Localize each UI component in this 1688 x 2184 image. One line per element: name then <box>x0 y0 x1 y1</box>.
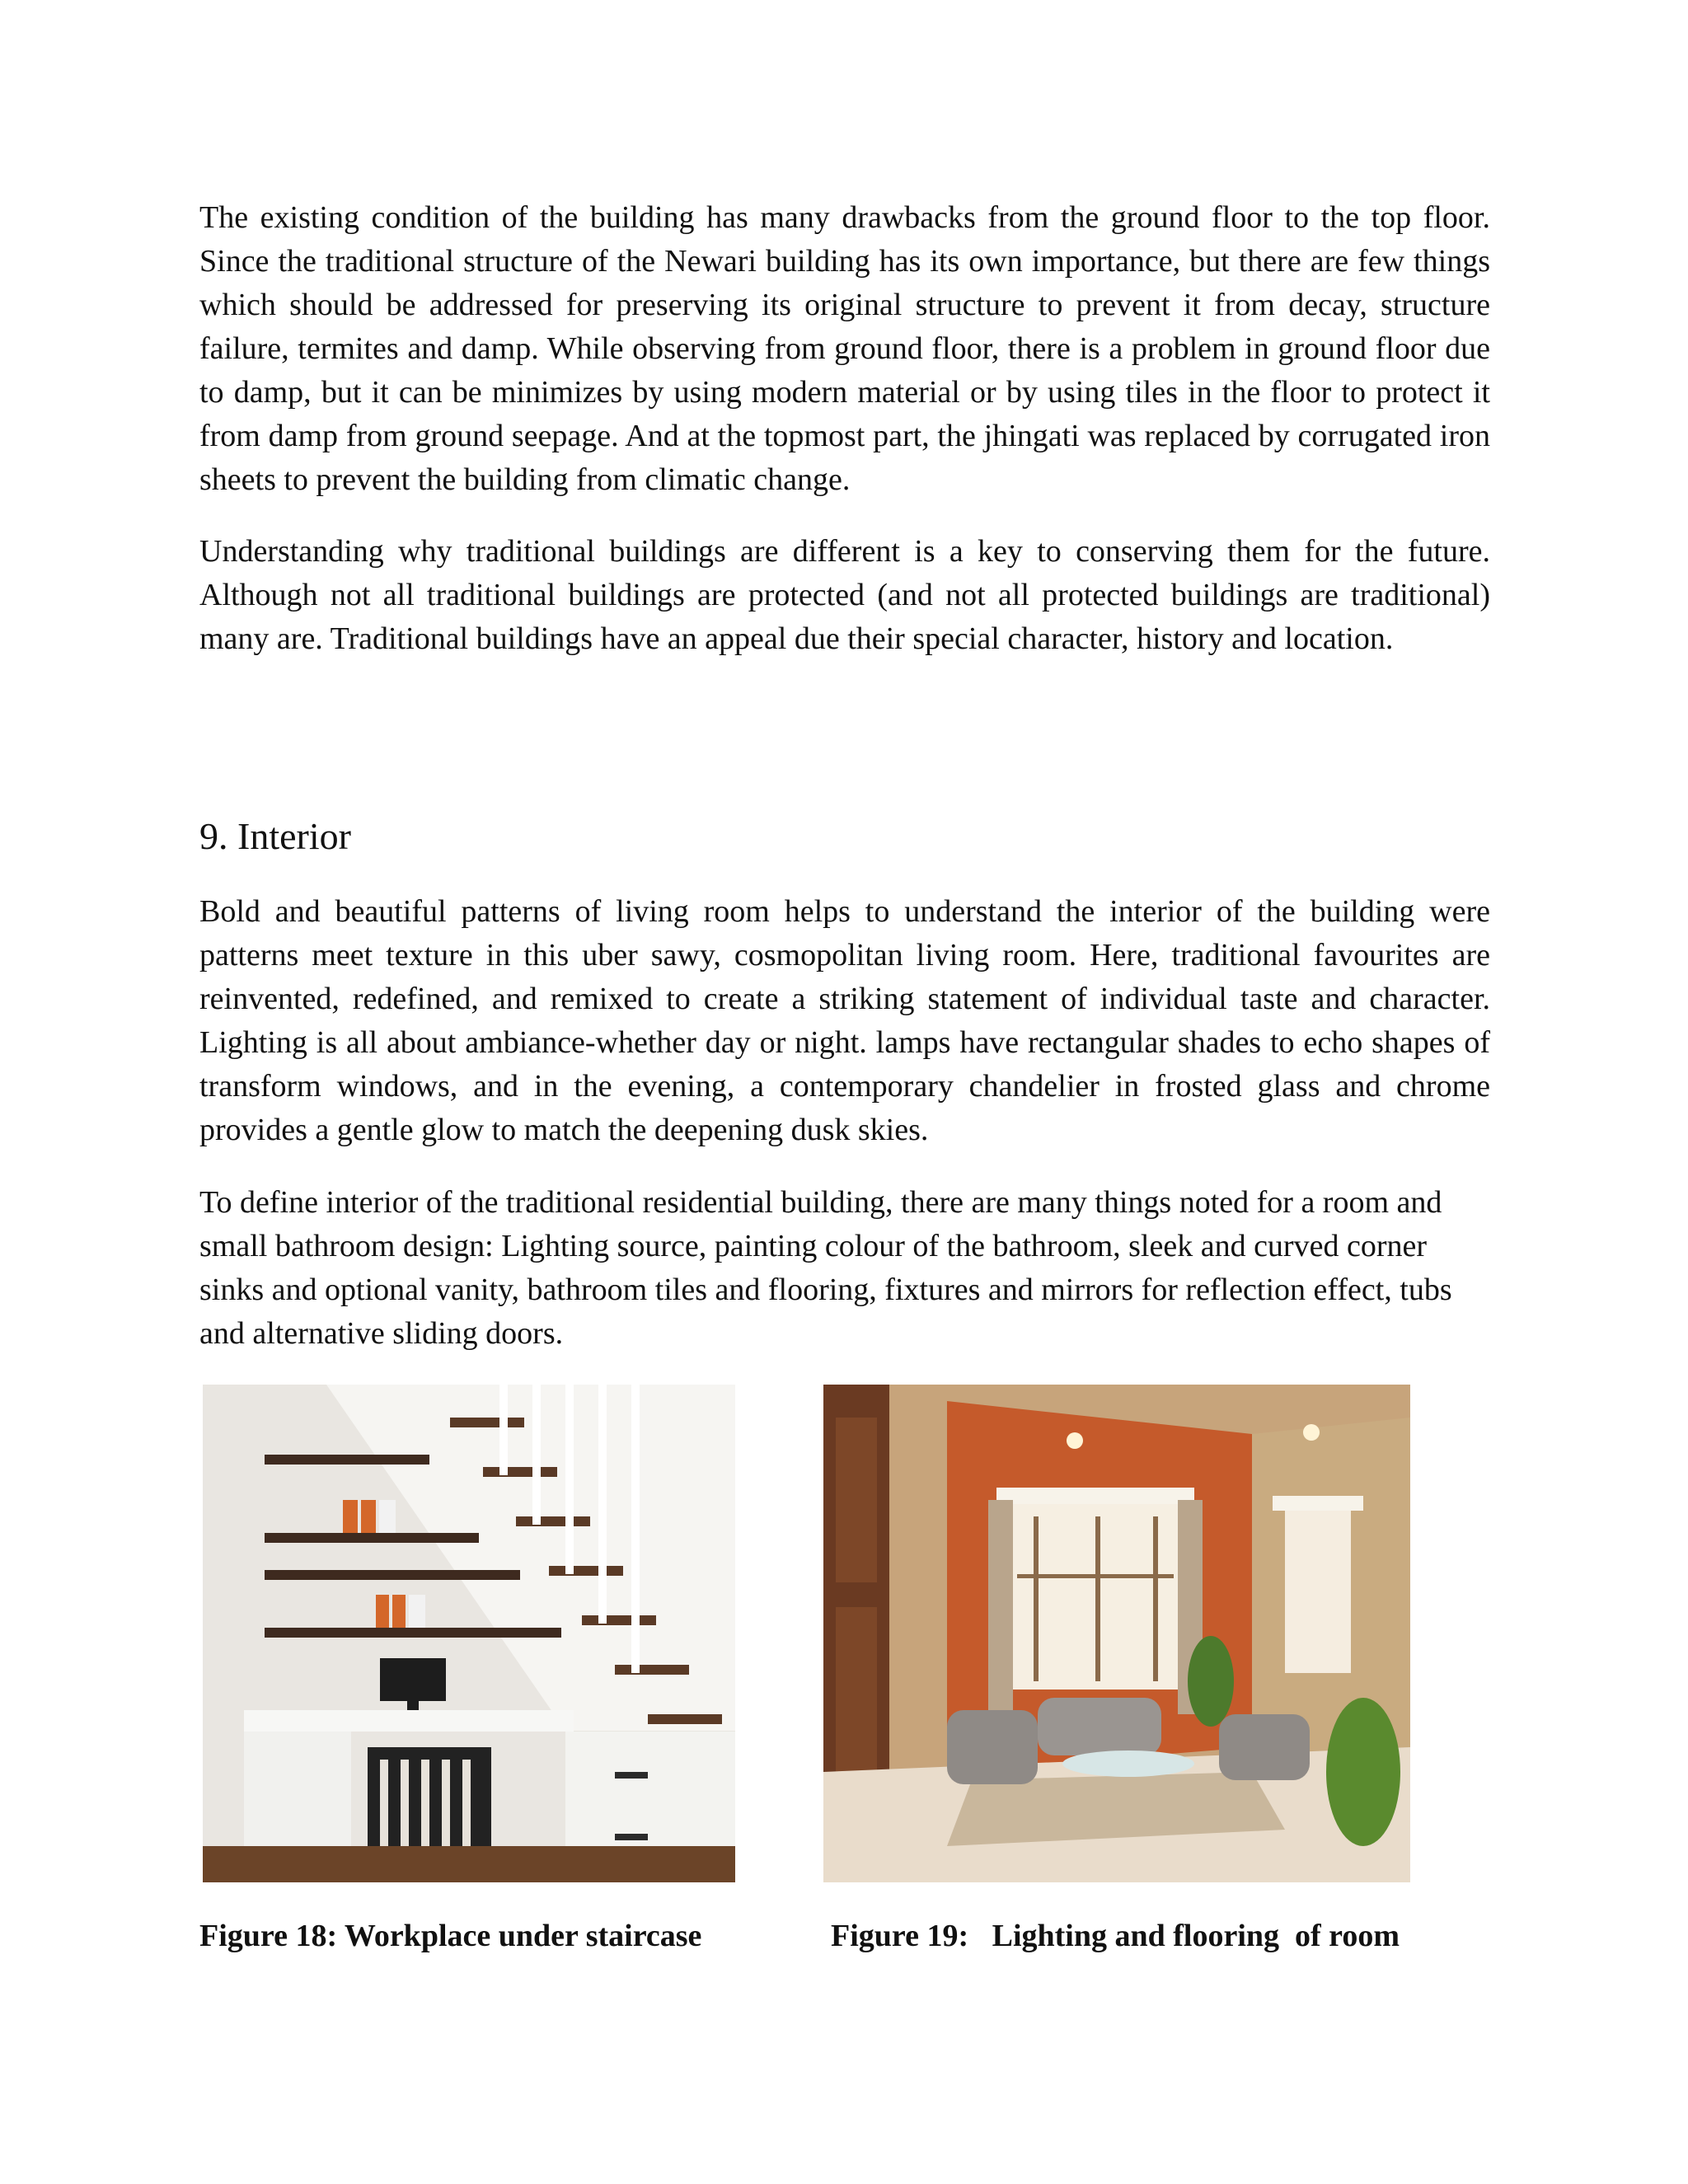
paragraph-interior-definition: To define interior of the traditional residential building, there are many things noted for a room and small bathroom design: Lighting source, painting colour of the bathroom, sleek and curved corner sinks and optional vanity, bathroom tiles and flooring, fixtures and mirrors for reflection effect, tubs and alternative sliding doors. <box>199 1185 1452 1351</box>
staircase-workplace-illustration <box>203 1385 735 1882</box>
figure-18-caption: Figure 18: Workplace under staircase <box>199 1919 702 1953</box>
paragraph-living-room: Bold and beautiful patterns of living room helps to understand the interior of the building were patterns meet texture in this uber sawy, cosmopolitan living room. Here, traditional favourites are reinvented, redefined, and remixed to create a striking statement of individual taste and character. Lighting is all about ambiance-whether day or night. lamps have rectangular shades to echo shapes of transform windows, and in the evening, a contemporary chandelier in frosted glass and chrome provides a gentle glow to match the deepening dusk skies. <box>199 894 1490 1147</box>
section-heading-interior: 9. Interior <box>199 815 351 857</box>
living-room-illustration <box>823 1385 1410 1882</box>
paragraph-traditional-buildings: Understanding why traditional buildings are different is a key to conserving them for the future. Although not all traditional buildings are protected (and not all protected buildings are traditional) many are. Traditional buildings have an appeal due their special character, history and location. <box>199 534 1490 656</box>
figure-19-image <box>823 1385 1410 1882</box>
figure-18-image <box>203 1385 735 1882</box>
paragraph-building-condition: The existing condition of the building has many drawbacks from the ground floor to the top floor. Since the traditional structure of the Newari building has its own importance, but there are few things which should be addressed for preserving its original structure to prevent it from decay, structure failure, termites and damp. While observing from ground floor, there is a problem in ground floor due to damp, but it can be minimizes by using modern material or by using tiles in the floor to protect it from damp from ground seepage. And at the topmost part, the jhingati was replaced by corrugated iron sheets to prevent the building from climatic change. <box>199 200 1490 497</box>
figure-19-caption: Figure 19: Lighting and flooring of room <box>831 1919 1400 1953</box>
